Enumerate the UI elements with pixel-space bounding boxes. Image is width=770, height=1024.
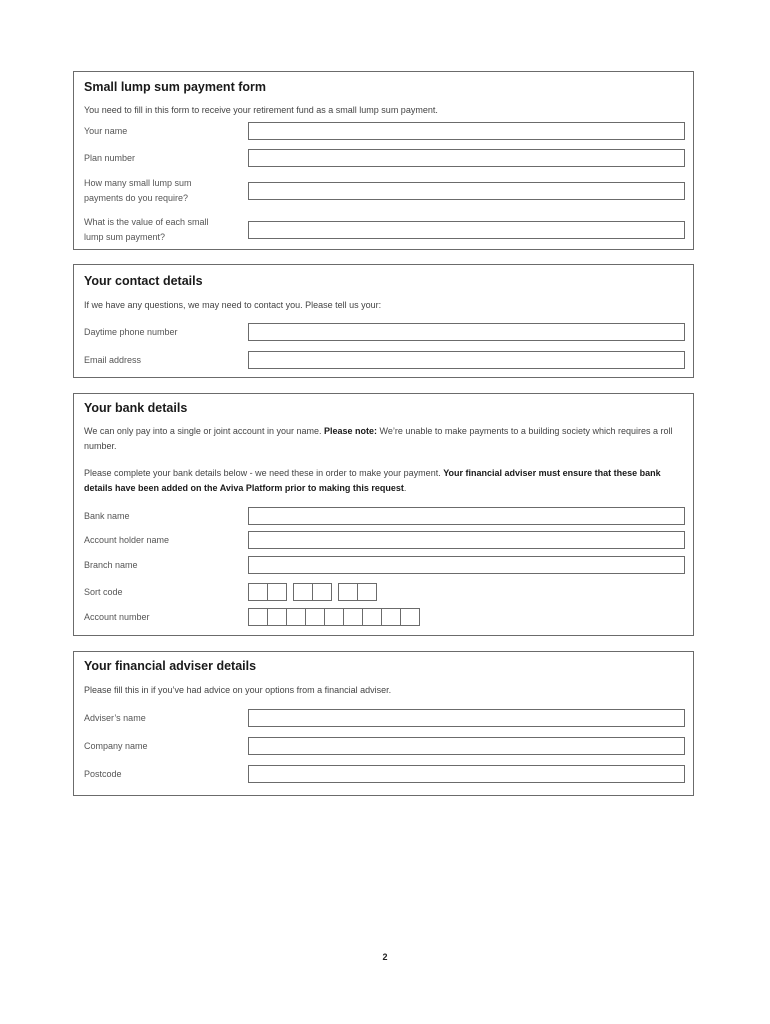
your-name-label: Your name	[84, 126, 128, 136]
bank-intro-2-emphasis: Your financial adviser must ensure that these bank details have been added on the Aviva Platform prior to making this request	[84, 468, 661, 493]
sort-code-digit[interactable]	[267, 583, 287, 601]
bank-title: Your bank details	[84, 401, 188, 415]
sort-code-label: Sort code	[84, 587, 123, 597]
payment-value-label: What is the value of each small lump sum payment?	[84, 217, 209, 242]
company-name-input[interactable]	[248, 737, 685, 755]
payments-count-label: How many small lump sum payments do you require?	[84, 178, 192, 203]
bank-section	[73, 393, 694, 636]
account-number-label: Account number	[84, 612, 150, 622]
account-number-digit[interactable]	[248, 608, 268, 626]
page-number: 2	[382, 952, 388, 962]
bank-intro-1-note: Please note:	[323, 426, 377, 436]
postcode-label: Postcode	[84, 769, 122, 779]
contact-section	[73, 264, 694, 378]
bank-intro-1	[84, 424, 684, 453]
branch-name-input[interactable]	[248, 556, 685, 574]
account-number-digit[interactable]	[286, 608, 306, 626]
payment-value-input[interactable]	[248, 221, 685, 239]
company-name-label: Company name	[84, 741, 148, 751]
account-number-digit[interactable]	[362, 608, 382, 626]
sort-code-digit[interactable]	[248, 583, 268, 601]
account-holder-input[interactable]	[248, 531, 685, 549]
plan-number-label: Plan number	[84, 153, 136, 163]
bank-name-input[interactable]	[248, 507, 685, 525]
lump-sum-section	[73, 71, 694, 250]
bank-intro-2	[84, 466, 684, 495]
adviser-name-input[interactable]	[248, 709, 685, 727]
sort-code-group-3	[338, 583, 377, 601]
adviser-section	[73, 651, 694, 796]
bank-intro-1-text: We can only pay into a single or joint account in your name.	[84, 426, 324, 436]
sort-code-digit[interactable]	[293, 583, 313, 601]
adviser-title: Your financial adviser details	[84, 659, 257, 673]
phone-input[interactable]	[248, 323, 685, 341]
adviser-name-label: Adviser’s name	[84, 713, 146, 723]
adviser-intro: Please fill this in if you’ve had advice on your options from a financial adviser.	[84, 685, 392, 695]
sort-code-group-2	[293, 583, 332, 601]
sort-code-digit[interactable]	[312, 583, 332, 601]
account-holder-label: Account holder name	[84, 535, 170, 545]
contact-title: Your contact details	[84, 274, 203, 288]
account-number-digit[interactable]	[343, 608, 363, 626]
email-label: Email address	[84, 355, 142, 365]
bank-intro-2-end: .	[403, 482, 407, 493]
bank-intro-1-rest: We’re unable to make payments to a building society which requires a roll number.	[84, 426, 673, 451]
plan-number-input[interactable]	[248, 149, 685, 167]
account-number-digit[interactable]	[400, 608, 420, 626]
phone-label: Daytime phone number	[84, 327, 178, 337]
bank-name-label: Bank name	[84, 511, 130, 521]
account-number-digit[interactable]	[324, 608, 344, 626]
contact-intro: If we have any questions, we may need to contact you. Please tell us your:	[84, 300, 382, 310]
sort-code-digit[interactable]	[338, 583, 358, 601]
lump-sum-intro: You need to fill in this form to receive your retirement fund as a small lump sum payment.	[84, 105, 438, 115]
account-number-boxes	[248, 608, 420, 626]
lump-sum-title: Small lump sum payment form	[84, 80, 266, 94]
your-name-input[interactable]	[248, 122, 685, 140]
branch-name-label: Branch name	[84, 560, 138, 570]
account-number-digit[interactable]	[305, 608, 325, 626]
bank-intro-2-text: Please complete your bank details below - we need these in order to make your payment.	[84, 468, 444, 478]
account-number-digit[interactable]	[381, 608, 401, 626]
sort-code-digit[interactable]	[357, 583, 377, 601]
payments-count-input[interactable]	[248, 182, 685, 200]
sort-code-group-1	[248, 583, 287, 601]
email-input[interactable]	[248, 351, 685, 369]
postcode-input[interactable]	[248, 765, 685, 783]
account-number-digit[interactable]	[267, 608, 287, 626]
